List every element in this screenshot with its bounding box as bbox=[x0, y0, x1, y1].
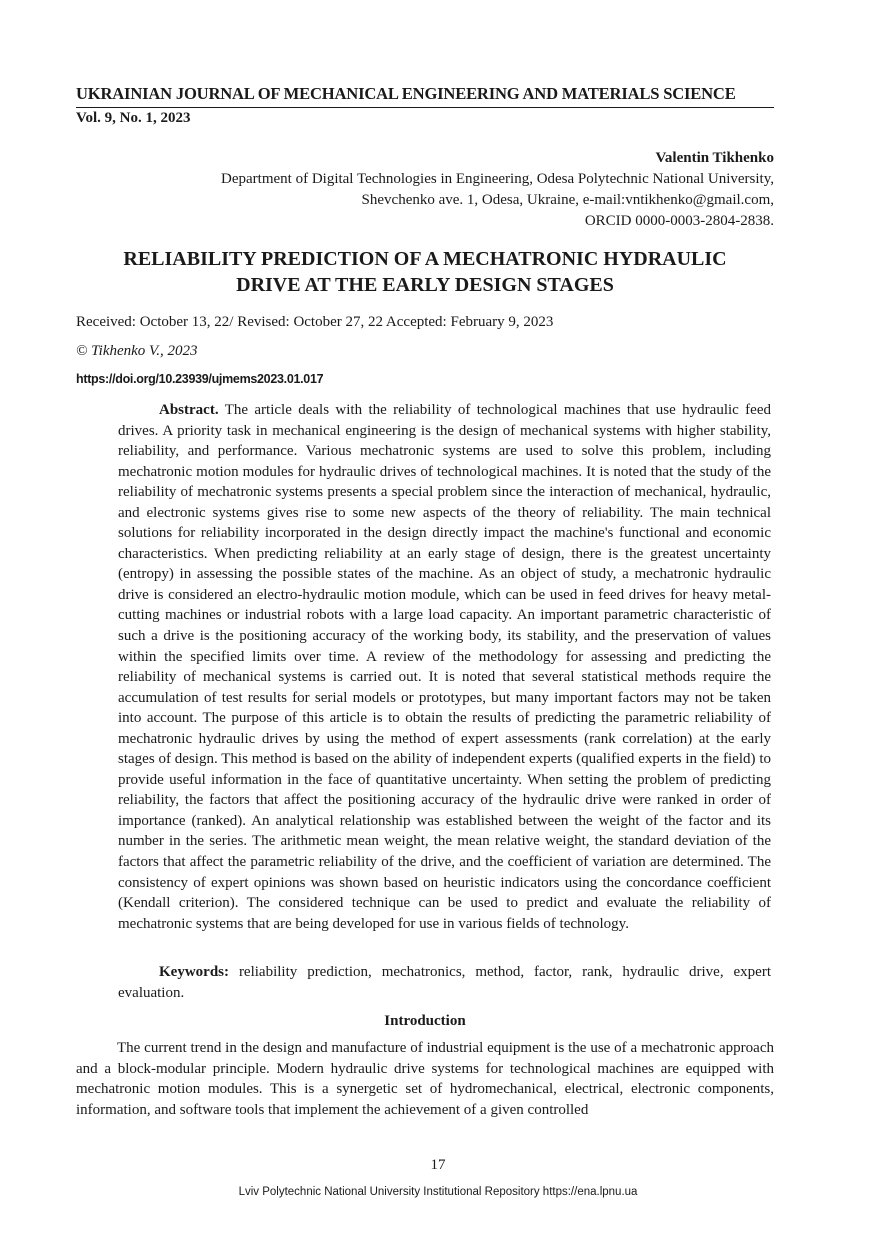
author-affiliation-line1: Department of Digital Technologies in Engineering, Odesa Polytechnic National University, bbox=[221, 171, 774, 187]
journal-title: UKRAINIAN JOURNAL OF MECHANICAL ENGINEERING AND MATERIALS SCIENCE bbox=[76, 84, 736, 103]
author-name: Valentin Tikhenko bbox=[655, 150, 774, 166]
abstract-text: The article deals with the reliability of technological machines that use hydraulic feed drives. A priority task in mechanical engineering is the design of mechanical systems with higher stability, reliability, and performance. Various mechatronic systems are used to solve this problem, including mechatronic motion modules for hydraulic drives of technological machines. It is noted that the study of the reliability of mechatronic systems presents a special problem since the interaction of mechanical, hydraulic, and electronic systems gives rise to some new aspects of the theory of reliability. The main technical solutions for reliability incorporated in the design directly impact the machine's functional and economic characteristics. When predicting reliability at an early stage of design, there is the greatest uncertainty (entropy) in assessing the possible states of the machine. As an object of study, a mechatronic hydraulic drive is considered an electro-hydraulic motion module, which can be used in feed drives for heavy metal-cutting machines or industrial robots with a large load capacity. An important parametric characteristic of such a drive is the positioning accuracy of the working body, its stability, and the preservation of values within the specified limits over time. A review of the methodology for assessing and predicting the reliability of mechanical systems is carried out. It is noted that several statistical methods require the accumulation of test results for serial models or prototypes, but many important factors may not be taken into account. The purpose of this article is to obtain the results of predicting the parametric reliability of mechatronic hydraulic drives by using the method of expert assessments (rank correlation) at the early stages of design. This method is based on the ability of independent experts (qualified experts in the field) to provide useful information in the face of quantitative uncertainty. When setting the problem of predicting reliability, the factors that affect the positioning accuracy of the hydraulic drive were ranked in order of importance (ranked). An analytical relationship was established between the weight of the factor and its number in the series. The arithmetic mean weight, the mean relative weight, the standard deviation of the factors that affect the parametric reliability of the drive, and the coefficient of variation are determined. The consistency of expert opinions was shown based on heuristic indicators using the concordance coefficient (Kendall criterion). The considered technique can be used to predict and evaluate the reliability of mechatronic systems that are being developed for use in various fields of technology. bbox=[118, 402, 771, 932]
copyright-notice: © Tikhenko V., 2023 bbox=[76, 343, 198, 359]
volume-info: Vol. 9, No. 1, 2023 bbox=[76, 110, 191, 126]
abstract bbox=[118, 400, 771, 934]
paper-title bbox=[76, 246, 774, 298]
paper-title-line2: DRIVE AT THE EARLY DESIGN STAGES bbox=[236, 274, 614, 296]
keywords-text: reliability prediction, mechatronics, method, factor, rank, hydraulic drive, expert evaluation. bbox=[118, 964, 771, 1001]
paper-title-line1: RELIABILITY PREDICTION OF A MECHATRONIC HYDRAULIC bbox=[123, 248, 727, 270]
author-orcid: ORCID 0000-0003-2804-2838. bbox=[584, 213, 774, 229]
keywords bbox=[118, 962, 771, 1004]
author-block bbox=[150, 148, 774, 232]
page-number: 17 bbox=[430, 1157, 446, 1173]
keywords-label: Keywords: bbox=[159, 964, 229, 980]
introduction-heading: Introduction bbox=[384, 1013, 466, 1029]
introduction-text: The current trend in the design and manufacture of industrial equipment is the use of a mechatronic approach and a block-modular principle. Modern hydraulic drive systems for technological machines are equipped with mechatronic motion modules. This is a synergetic set of hydromechanical, electrical, electronic components, information, and software tools that implement the achievement of a given controlled bbox=[76, 1040, 774, 1118]
repository-footer: Lviv Polytechnic National University Institutional Repository https://ena.lpnu.ua bbox=[238, 1186, 638, 1198]
doi-link[interactable]: https://doi.org/10.23939/ujmems2023.01.017 bbox=[76, 372, 324, 386]
header-rule bbox=[76, 107, 774, 108]
author-affiliation-line2: Shevchenko ave. 1, Odesa, Ukraine, e-mail:vntikhenko@gmail.com, bbox=[361, 192, 774, 208]
publication-dates: Received: October 13, 22/ Revised: October 27, 22 Accepted: February 9, 2023 bbox=[76, 314, 554, 330]
abstract-label: Abstract. bbox=[159, 402, 219, 418]
